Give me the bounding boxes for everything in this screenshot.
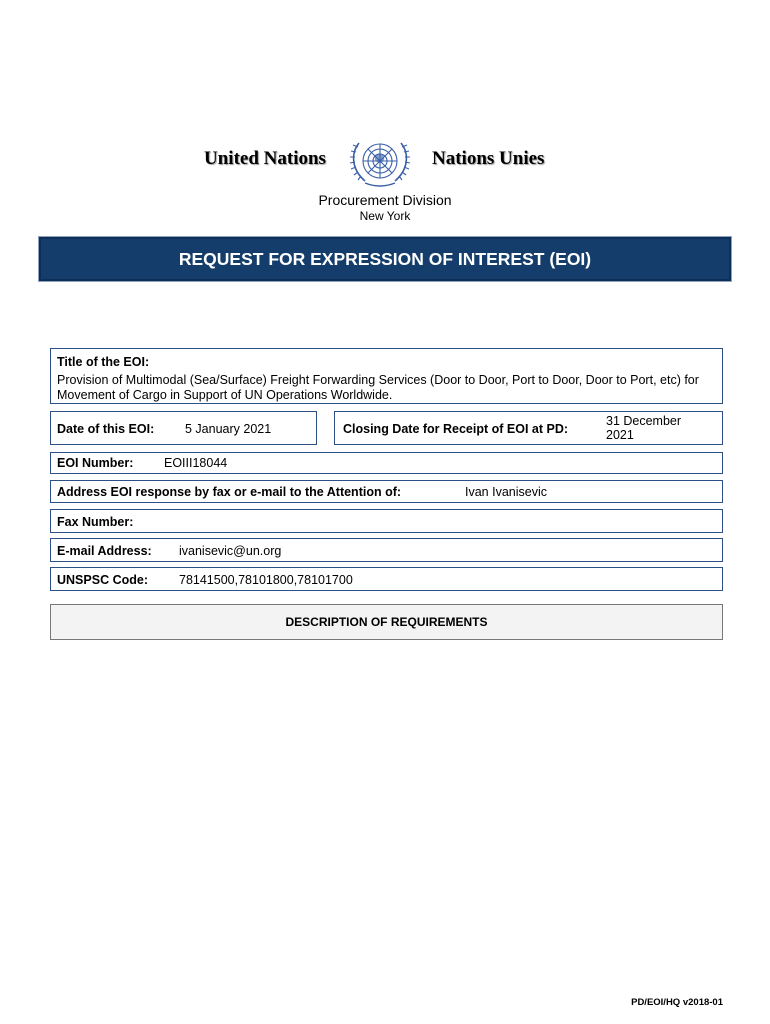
attention-label: Address EOI response by fax or e-mail to the Attention of: [57,485,402,499]
attention-box [50,480,723,503]
closing-date-value: 31 December 2021 [606,414,682,442]
version-footer: PD/EOI/HQ v2018-01 [631,997,723,1008]
fax-label: Fax Number: [57,515,134,529]
org-name-french: Nations Unies [432,148,545,169]
unspsc-value: 78141500,78101800,78101700 [179,573,353,587]
eoi-date-box [50,411,317,445]
eoi-number-box [50,452,723,474]
description-heading: DESCRIPTION OF REQUIREMENTS [50,604,723,640]
eoi-date-label: Date of this EOI: [57,422,155,436]
eoi-date-value: 5 January 2021 [185,422,272,436]
eoi-title-value: Provision of Multimodal (Sea/Surface) Freight Forwarding Services (Door to Door, Port to Door, Door to Port, etc) for Movement of Cargo in Support of UN Operations Worldwide. [57,373,699,402]
email-label: E-mail Address: [57,544,152,558]
eoi-title-box [50,348,723,404]
eoi-number-value: EOIII18044 [164,456,228,470]
org-name-english: United Nations [204,148,326,169]
un-emblem-icon [345,133,415,189]
fax-box [50,509,723,533]
closing-date-box [334,411,723,445]
closing-date-label: Closing Date for Receipt of EOI at PD: [343,422,569,436]
eoi-title-label: Title of the EOI: [57,355,150,369]
eoi-number-label: EOI Number: [57,456,134,470]
unspsc-box [50,567,723,591]
attention-value: Ivan Ivanisevic [465,485,547,499]
email-value: ivanisevic@un.org [179,544,282,558]
email-box [50,538,723,562]
division-name: Procurement Division [318,192,452,208]
page-title-banner: REQUEST FOR EXPRESSION OF INTEREST (EOI) [38,236,732,282]
unspsc-label: UNSPSC Code: [57,573,148,587]
city-name: New York [359,209,411,223]
